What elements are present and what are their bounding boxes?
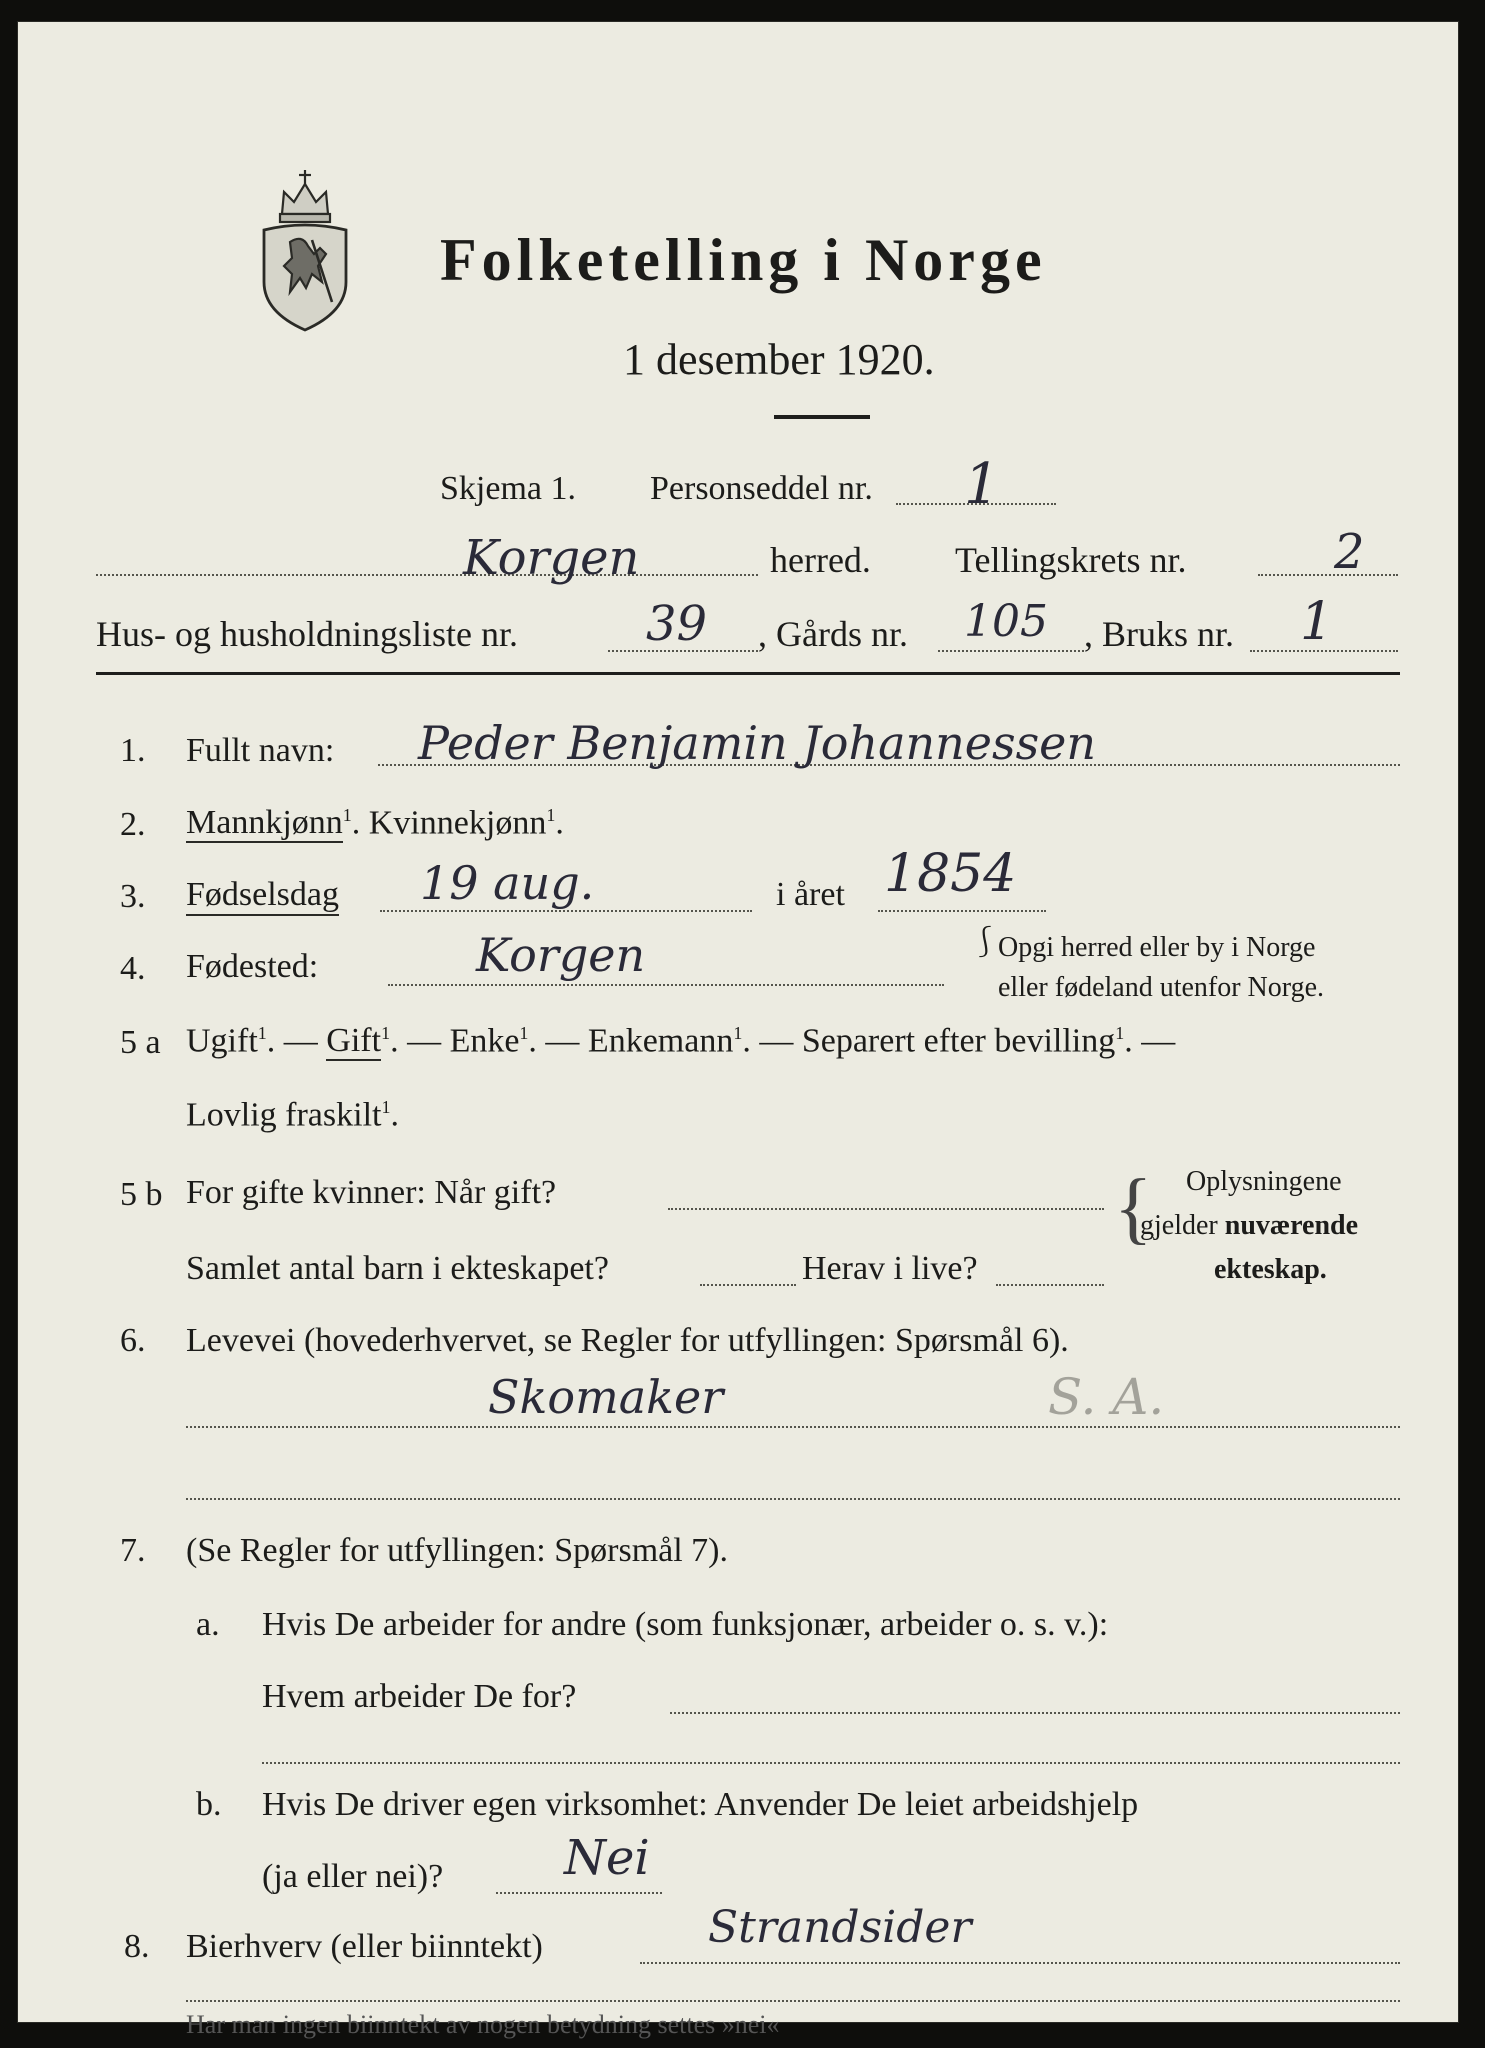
q7b-line <box>496 1892 662 1894</box>
q5b-line1 <box>668 1208 1104 1210</box>
q1-value: Peder Benjamin Johannessen <box>418 716 1097 770</box>
fraskilt-option: Lovlig fraskilt <box>186 1096 382 1134</box>
q7a-line1 <box>670 1712 1400 1714</box>
q7a-label: Hvis De arbeider for andre (som funksjonær, arbeider o. s. v.): <box>262 1606 1109 1643</box>
q5a-number: 5 a <box>120 1024 161 1061</box>
q7b-question: (ja eller nei)? <box>262 1858 444 1895</box>
skjema-label: Skjema 1. <box>440 470 576 507</box>
q8-number: 8. <box>124 1928 150 1965</box>
q8-value: Strandsider <box>708 1902 972 1953</box>
mannkjonn-option: Mannkjønn <box>186 804 343 842</box>
tellingskrets-label: Tellingskrets nr. <box>955 540 1187 580</box>
bruks-value: 1 <box>1300 592 1334 652</box>
liste-label: Hus- og husholdningsliste nr. <box>96 614 519 654</box>
gift-option: Gift <box>326 1022 382 1060</box>
footer-fragment: Har man ingen biinntekt av nogen betydning settes »nei« <box>186 2010 780 2039</box>
q5b-brace: { <box>1114 1164 1153 1252</box>
q4-brace: ⎰ <box>970 926 1000 959</box>
q3-year-value: 1854 <box>884 844 1017 904</box>
tellingskrets-value: 2 <box>1334 524 1365 580</box>
q6-line2 <box>186 1498 1400 1500</box>
q4-value: Korgen <box>476 928 646 982</box>
q2-options: Mannkjønn$^1$. Kvinnekjønn$^1$. <box>186 804 564 842</box>
q7a-letter: a. <box>196 1606 220 1643</box>
herred-value: Korgen <box>463 530 640 586</box>
q2-number: 2. <box>120 806 146 843</box>
bruks-label: , Bruks nr. <box>1084 614 1235 654</box>
q7b-label: Hvis De driver egen virksomhet: Anvender De leiet arbeidshjelp <box>262 1786 1139 1823</box>
form-title: Folketelling i Norge <box>440 227 1047 293</box>
q4-line <box>388 984 944 986</box>
personseddel-label: Personseddel nr. <box>650 470 873 507</box>
header-divider <box>96 672 1400 675</box>
q6-value: Skomaker <box>488 1370 724 1424</box>
q5a-line2: Lovlig fraskilt$^1$. <box>186 1096 399 1134</box>
q1-number: 1. <box>120 732 146 769</box>
q5b-note3: ekteskap. <box>1214 1254 1327 1285</box>
q8-label: Bierhverv (eller biinntekt) <box>186 1928 543 1965</box>
gards-line <box>938 650 1084 652</box>
q6-label: Levevei (hovederhvervet, se Regler for utfyllingen: Spørsmål 6). <box>186 1322 1069 1359</box>
q7a-line2 <box>262 1762 1400 1764</box>
tellingskrets-line <box>1258 574 1398 576</box>
q7-label: (Se Regler for utfyllingen: Spørsmål 7). <box>186 1532 729 1569</box>
q1-label: Fullt navn: <box>186 732 335 769</box>
q4-note-line2: eller fødeland utenfor Norge. <box>998 972 1325 1003</box>
census-form-page <box>18 22 1458 2039</box>
q4-label: Fødested: <box>186 948 319 985</box>
q5b-label1: For gifte kvinner: Når gift? <box>186 1174 557 1211</box>
q6-line1 <box>186 1426 1400 1428</box>
q3-year-label: i året <box>776 876 845 913</box>
title-divider <box>774 415 870 419</box>
personseddel-value: 1 <box>964 452 1000 517</box>
q5b-label2: Samlet antal barn i ekteskapet? <box>186 1250 609 1287</box>
herred-label: herred. <box>770 540 871 580</box>
q4-number: 4. <box>120 950 146 987</box>
q7b-letter: b. <box>196 1786 222 1823</box>
q5b-line3 <box>996 1284 1104 1286</box>
q7a-question: Hvem arbeider De for? <box>262 1678 577 1715</box>
form-date: 1 desember 1920. <box>623 335 935 384</box>
q5b-note1: Oplysningene <box>1186 1166 1342 1197</box>
herred-line <box>96 574 758 576</box>
q5b-number: 5 b <box>120 1176 163 1213</box>
q7-number: 7. <box>120 1532 146 1569</box>
q3-year-line <box>878 910 1046 912</box>
q5a-options: Ugift$^1$. — Gift$^1$. — Enke$^1$. — Enkemann$^1$. — Separert efter bevilling$^1$. — <box>186 1022 1176 1060</box>
q3-label: Fødselsdag <box>186 878 339 916</box>
q7b-value: Nei <box>564 1830 650 1886</box>
q3-day-line <box>380 910 752 912</box>
liste-value: 39 <box>646 596 708 652</box>
ugift-option: Ugift <box>186 1022 258 1060</box>
norwegian-coat-of-arms-icon <box>250 162 360 332</box>
q5b-label3: Herav i live? <box>802 1250 978 1287</box>
q3-number: 3. <box>120 878 146 915</box>
gards-label: , Gårds nr. <box>758 614 908 654</box>
q8-line2 <box>186 2000 1400 2002</box>
q8-line <box>640 1962 1400 1964</box>
kvinnekjonn-option: Kvinnekjønn <box>368 804 547 842</box>
q6-code: S. A. <box>1048 1368 1165 1426</box>
q3-day-value: 19 aug. <box>420 856 595 910</box>
q5b-note2: gjelder nuværende <box>1140 1210 1359 1241</box>
q4-note-line1: Opgi herred eller by i Norge <box>998 932 1316 963</box>
q5b-line2 <box>700 1284 796 1286</box>
gards-value: 105 <box>964 596 1048 647</box>
q6-number: 6. <box>120 1322 146 1359</box>
